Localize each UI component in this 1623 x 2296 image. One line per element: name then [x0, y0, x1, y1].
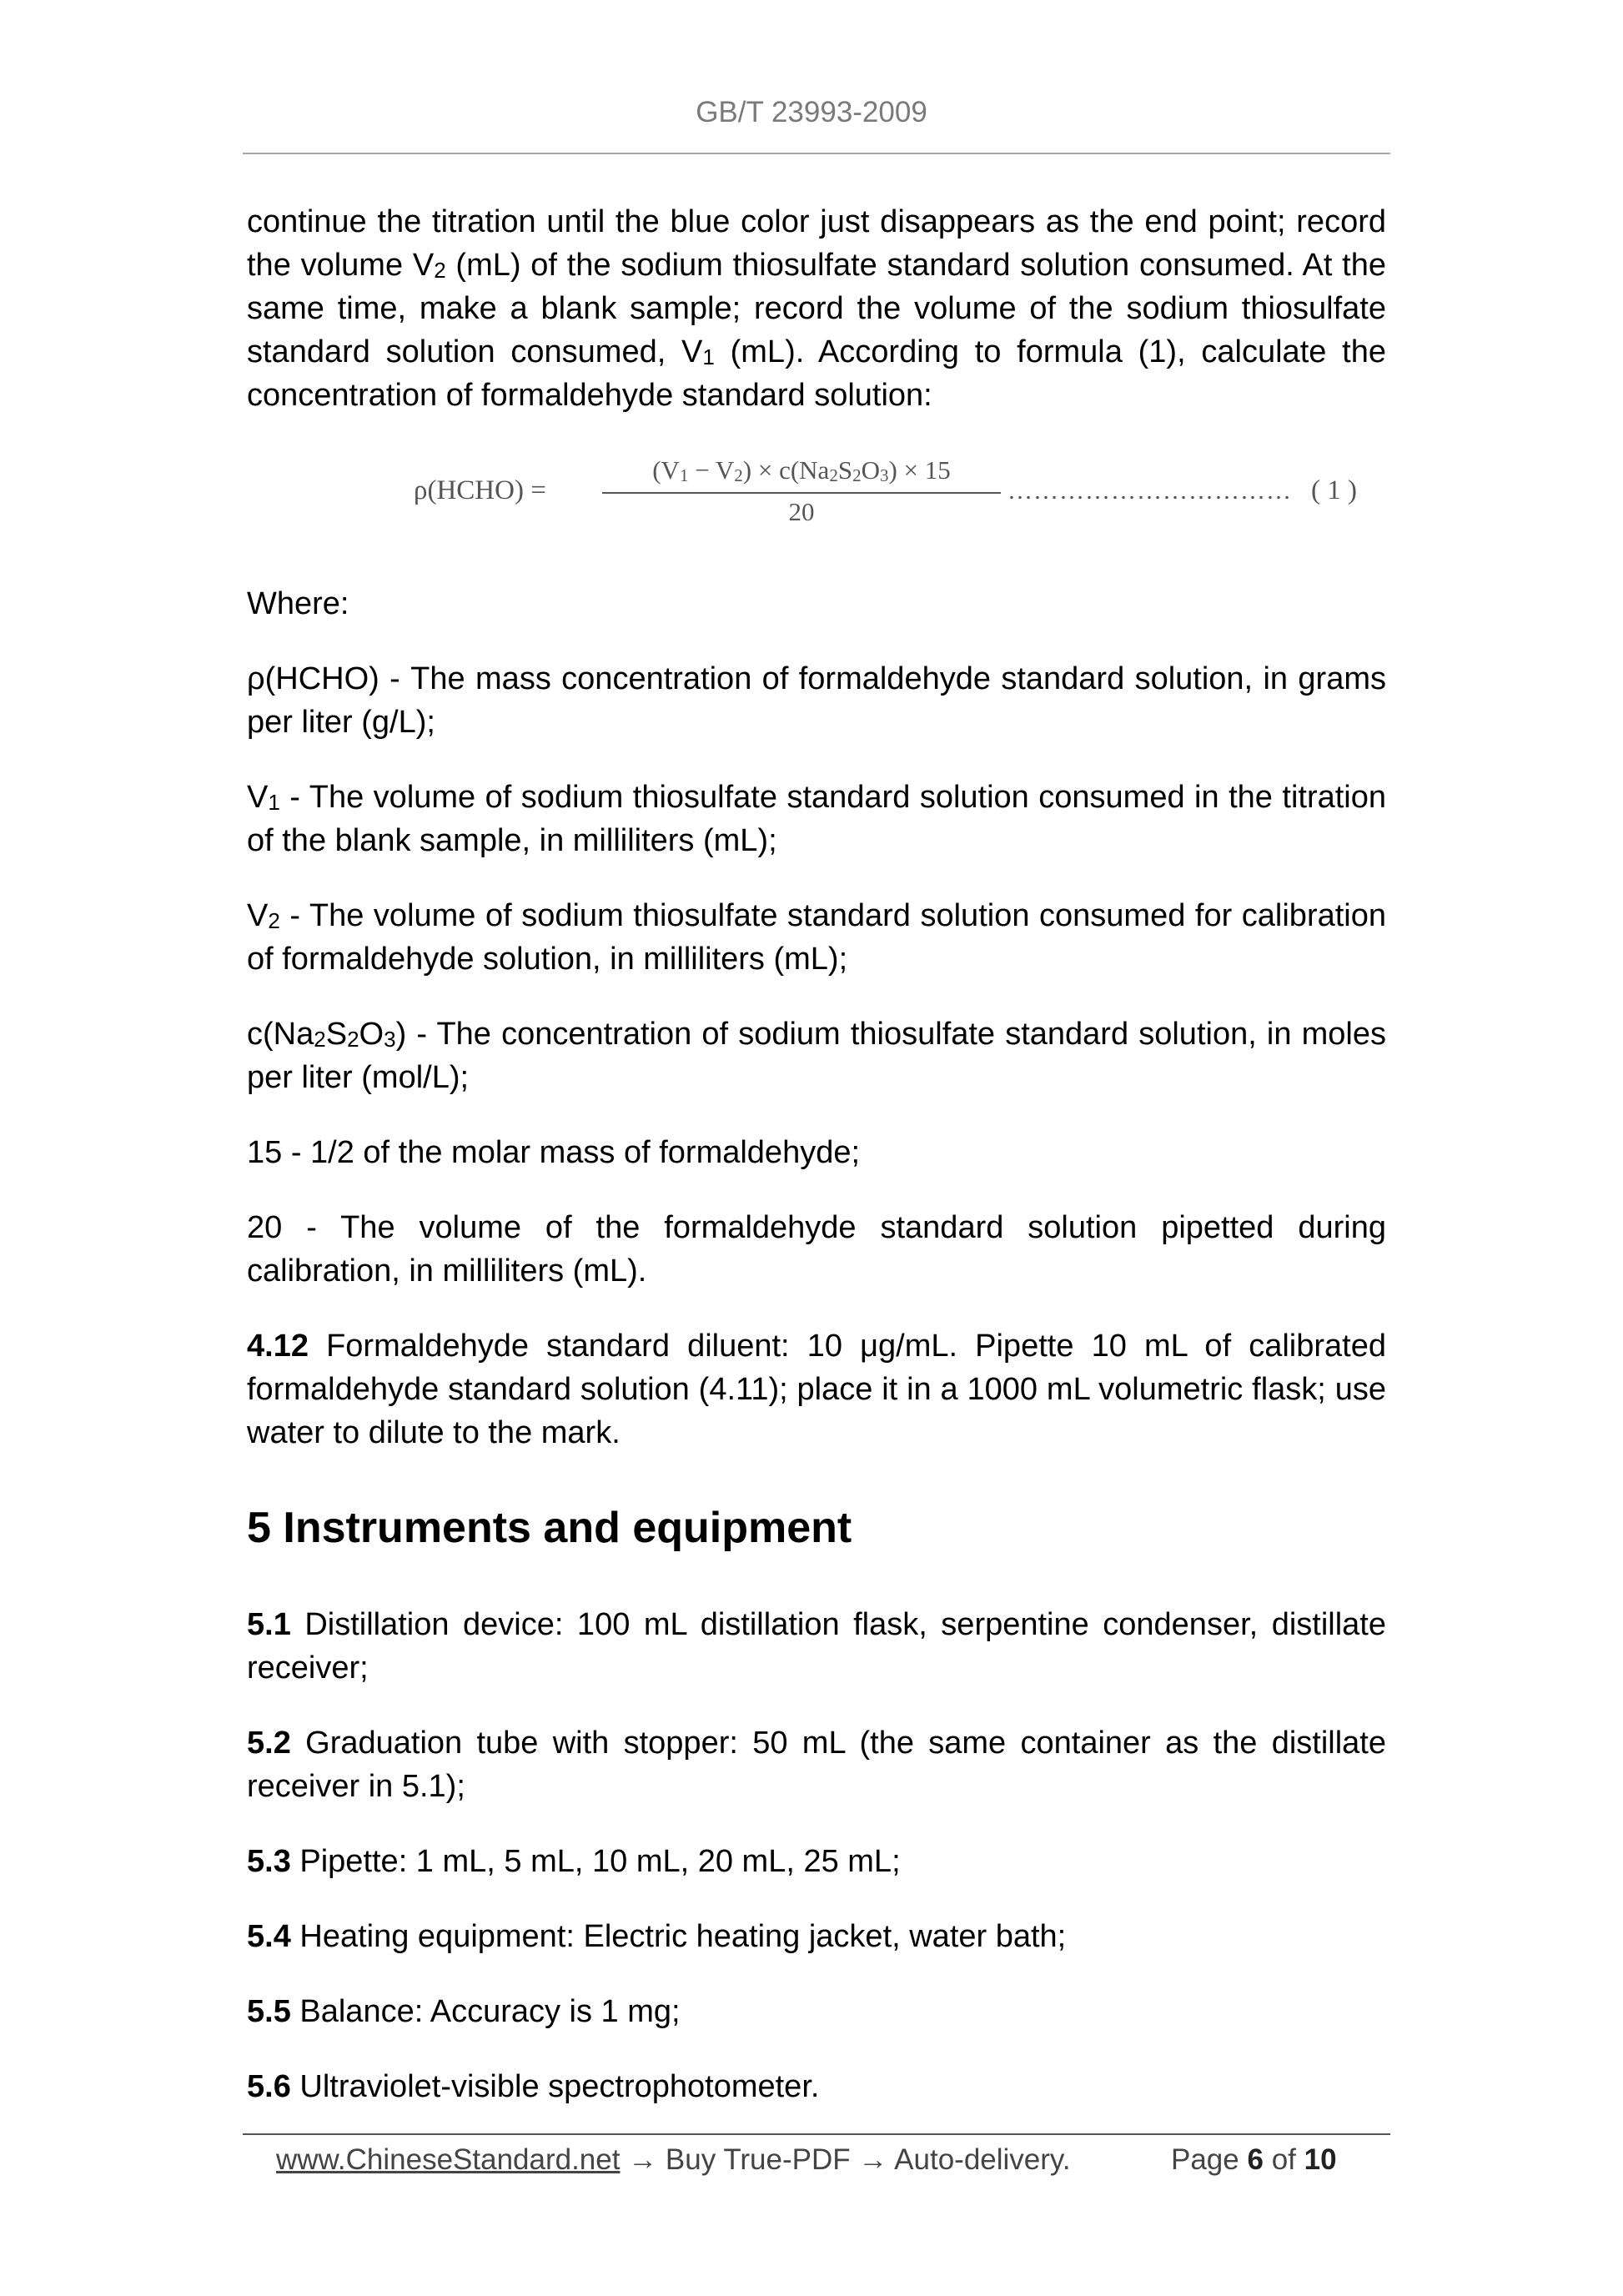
- clause-5-6: 5.6 Ultraviolet-visible spectrophotometer.: [247, 2069, 820, 2104]
- where-label: Where:: [247, 586, 349, 621]
- formula-number: ( 1 ): [1311, 475, 1357, 505]
- formula-leader-dots: ……………………………: [1007, 477, 1292, 505]
- footer-divider: [243, 2133, 1390, 2135]
- page-header: GB/T 23993-2009: [696, 96, 927, 128]
- clause-5-3: 5.3 Pipette: 1 mL, 5 mL, 10 mL, 20 mL, 25 mL;: [247, 1844, 901, 1879]
- formula-numerator: (V1 − V2) × c(Na2S2O3) × 15: [652, 455, 951, 485]
- formula-denominator: 20: [788, 497, 815, 526]
- def-v1: V1 - The volume of sodium thiosulfate standard solution consumed in the titration of the blank sample, in milliliters (mL);: [247, 780, 1386, 858]
- clause-4-12: 4.12 Formaldehyde standard diluent: 10 μg/mL. Pipette 10 mL of calibrated formaldehyde standard solution (4.11); place it in a 1000 mL volumetric flask; use water to dilute to the mark.: [247, 1329, 1386, 1450]
- page-footer: [276, 2138, 1360, 2182]
- def-15: 15 - 1/2 of the molar mass of formaldehyde;: [247, 1135, 861, 1170]
- chinese-standard-link[interactable]: www.ChineseStandard.net: [276, 2143, 621, 2176]
- clause-5-1: 5.1 Distillation device: 100 mL distillation flask, serpentine condenser, distillate receiver;: [247, 1607, 1386, 1686]
- clause-5-4: 5.4 Heating equipment: Electric heating jacket, water bath;: [247, 1919, 1067, 1954]
- intro-paragraph: continue the titration until the blue color just disappears as the end point; record the volume V2 (mL) of the sodium thiosulfate standard solution consumed. At the same time, make a blank sample; record the volume of the sodium thiosulfate standard solution consumed, V1 (mL). According to formula (1), calculate the concentration of formaldehyde standard solution:: [247, 204, 1386, 413]
- formula-lhs: ρ(HCHO) =: [414, 475, 546, 505]
- section-5-title: 5 Instruments and equipment: [247, 1504, 852, 1552]
- clause-5-5: 5.5 Balance: Accuracy is 1 mg;: [247, 1994, 681, 2029]
- formula-fraction: [602, 452, 1001, 530]
- header-divider: [243, 153, 1390, 154]
- def-20: 20 - The volume of the formaldehyde standard solution pipetted during calibration, in milliliters (mL).: [247, 1210, 1386, 1289]
- page-indicator: Page 6 of 10: [1171, 2143, 1337, 2176]
- footer-tagline: → Buy True-PDF → Auto-delivery.: [620, 2143, 1071, 2176]
- def-rho: ρ(HCHO) - The mass concentration of formaldehyde standard solution, in grams per liter (g/L);: [247, 661, 1386, 740]
- def-c: c(Na2S2O3) - The concentration of sodium thiosulfate standard solution, in moles per liter (mol/L);: [247, 1017, 1386, 1095]
- formula-1: [247, 452, 1386, 545]
- clause-5-2: 5.2 Graduation tube with stopper: 50 mL (the same container as the distillate receiver in 5.1);: [247, 1726, 1386, 1804]
- def-v2: V2 - The volume of sodium thiosulfate standard solution consumed for calibration of formaldehyde solution, in milliliters (mL);: [247, 898, 1386, 977]
- page-content: [247, 200, 1386, 2140]
